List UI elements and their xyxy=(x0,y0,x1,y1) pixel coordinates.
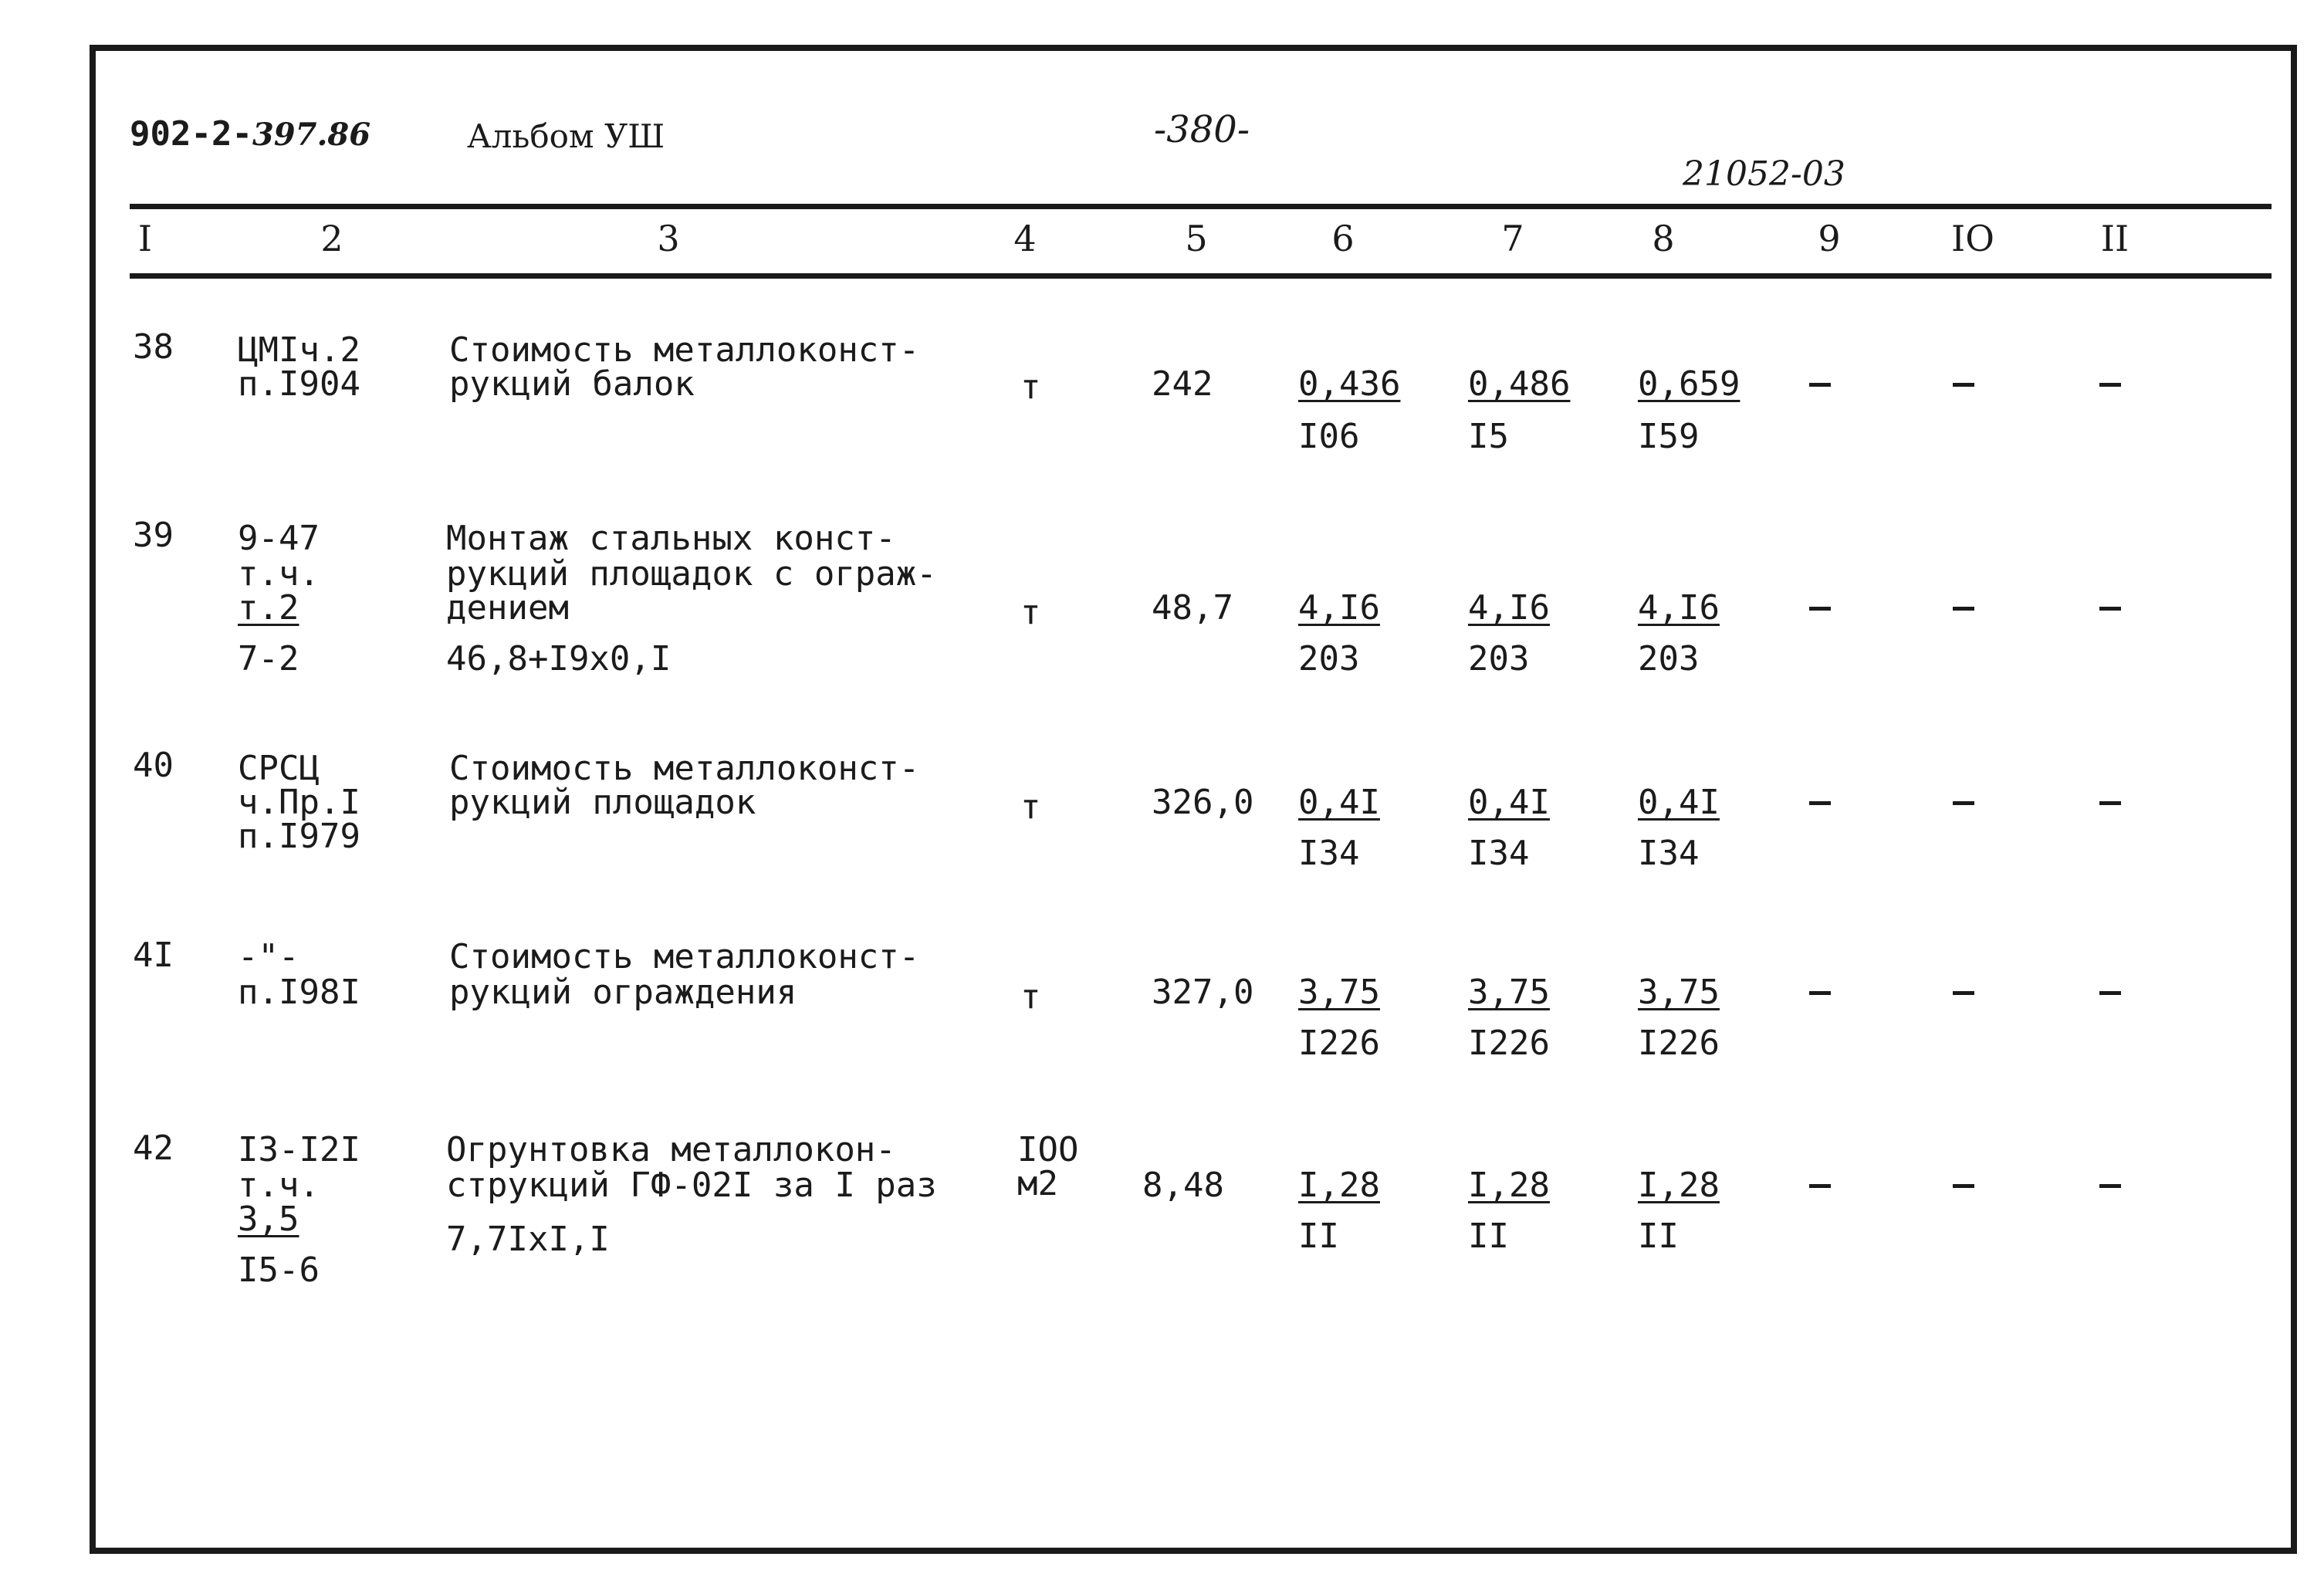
value-col6: I,28 xyxy=(1298,1166,1380,1205)
dash-col11 xyxy=(2099,801,2121,805)
unit: т xyxy=(1020,787,1041,827)
ref-line: т.ч. xyxy=(238,554,320,594)
row-number: 42 xyxy=(133,1129,174,1168)
calculation: 46,8+I9x0,I xyxy=(446,639,671,679)
value-col7: 3,75 xyxy=(1468,973,1550,1012)
ref-line: СРСЦ xyxy=(238,749,320,788)
cost-col8: II xyxy=(1638,1217,1679,1256)
value-col8: 4,I6 xyxy=(1638,588,1720,628)
description-line: рукций ограждения xyxy=(449,973,797,1012)
ref-line: I5-6 xyxy=(238,1250,320,1290)
ref-line: т.2 xyxy=(238,588,299,628)
album-label: Альбом УШ xyxy=(467,117,665,155)
code-prefix: 902-2- xyxy=(130,114,252,154)
page-number: -380- xyxy=(1154,108,1250,151)
cost-col7: I34 xyxy=(1468,834,1530,873)
col-number: 4 xyxy=(1013,218,1037,259)
dash-col10 xyxy=(1953,607,1974,611)
description-line: рукций балок xyxy=(449,364,695,404)
header-rule-bottom xyxy=(130,273,2272,279)
ref-line: т.ч. xyxy=(238,1166,320,1205)
value-col8: I,28 xyxy=(1638,1166,1720,1205)
col-number: 5 xyxy=(1185,218,1208,259)
value-col6: 4,I6 xyxy=(1298,588,1380,628)
dash-col9 xyxy=(1809,801,1831,805)
doc-number: 21052-03 xyxy=(1683,154,1845,194)
cost-col7: II xyxy=(1468,1217,1509,1256)
ref-line: п.I904 xyxy=(238,364,360,404)
description-line: Стоимость металлоконст- xyxy=(449,749,920,788)
header-rule-top xyxy=(130,204,2272,209)
value-col8: 3,75 xyxy=(1638,973,1720,1012)
cost-col6: I06 xyxy=(1298,417,1360,456)
dash-col10 xyxy=(1953,991,1974,995)
ref-line: -"- xyxy=(238,937,299,976)
ref-line: 9-47 xyxy=(238,519,320,558)
dash-col9 xyxy=(1809,991,1831,995)
ref-line: ЦМIч.2 xyxy=(238,330,360,370)
ref-line: I3-I2I xyxy=(238,1130,360,1169)
dash-col9 xyxy=(1809,1184,1831,1188)
code-handwritten: 397.86 xyxy=(252,117,371,153)
value-col7: 0,486 xyxy=(1468,364,1571,404)
value-col8: 0,659 xyxy=(1638,364,1740,404)
ref-line: 7-2 xyxy=(238,639,299,679)
value-col7: I,28 xyxy=(1468,1166,1550,1205)
dash-col11 xyxy=(2099,383,2121,387)
cost-col8: I34 xyxy=(1638,834,1700,873)
col-number: 9 xyxy=(1818,218,1841,259)
ref-line: п.I979 xyxy=(238,817,360,856)
dash-col11 xyxy=(2099,607,2121,611)
col-number: I xyxy=(137,218,153,259)
ref-line: п.I98I xyxy=(238,973,360,1012)
cost-col6: II xyxy=(1298,1217,1339,1256)
description-line: дением xyxy=(446,588,569,628)
unit: т xyxy=(1020,593,1041,632)
description-line: Монтаж стальных конст- xyxy=(446,519,896,558)
description-line: рукций площадок xyxy=(449,783,756,822)
unit: т xyxy=(1020,367,1041,407)
cost-col6: 203 xyxy=(1298,639,1360,679)
cost-col6: I226 xyxy=(1298,1024,1380,1063)
description-line: Огрунтовка металлокон- xyxy=(446,1130,896,1169)
dash-col9 xyxy=(1809,607,1831,611)
dash-col10 xyxy=(1953,383,1974,387)
quantity: 327,0 xyxy=(1152,973,1254,1012)
row-number: 38 xyxy=(133,327,174,367)
dash-col10 xyxy=(1953,801,1974,805)
quantity: 8,48 xyxy=(1142,1166,1224,1205)
col-number: II xyxy=(2100,218,2129,259)
cost-col7: I5 xyxy=(1468,417,1509,456)
col-number: 3 xyxy=(657,218,680,259)
description-line: Стоимость металлоконст- xyxy=(449,330,920,370)
cost-col8: I59 xyxy=(1638,417,1700,456)
value-col6: 0,436 xyxy=(1298,364,1401,404)
col-number: 7 xyxy=(1501,218,1524,259)
row-number: 40 xyxy=(133,746,174,785)
document-code xyxy=(130,114,370,154)
dash-col11 xyxy=(2099,1184,2121,1188)
description-line: струкций ГФ-02I за I раз xyxy=(446,1166,937,1205)
unit: IOO м2 xyxy=(1017,1130,1079,1203)
col-number: IO xyxy=(1951,218,1994,259)
unit: т xyxy=(1020,977,1041,1017)
value-col7: 4,I6 xyxy=(1468,588,1550,628)
calculation: 7,7IxI,I xyxy=(446,1220,610,1259)
cost-col8: I226 xyxy=(1638,1024,1720,1063)
col-number: 6 xyxy=(1331,218,1355,259)
col-number: 8 xyxy=(1652,218,1675,259)
value-col6: 0,4I xyxy=(1298,783,1380,822)
dash-col11 xyxy=(2099,991,2121,995)
dash-col10 xyxy=(1953,1184,1974,1188)
cost-col7: I226 xyxy=(1468,1024,1550,1063)
value-col6: 3,75 xyxy=(1298,973,1380,1012)
value-col8: 0,4I xyxy=(1638,783,1720,822)
ref-line: 3,5 xyxy=(238,1200,299,1239)
quantity: 242 xyxy=(1152,364,1213,404)
dash-col9 xyxy=(1809,383,1831,387)
quantity: 48,7 xyxy=(1152,588,1233,628)
cost-col6: I34 xyxy=(1298,834,1360,873)
value-col7: 0,4I xyxy=(1468,783,1550,822)
ref-line: ч.Пр.I xyxy=(238,783,360,822)
row-number: 4I xyxy=(133,936,174,975)
cost-col7: 203 xyxy=(1468,639,1530,679)
description-line: Стоимость металлоконст- xyxy=(449,937,920,976)
description-line: рукций площадок с ограж- xyxy=(446,554,937,594)
col-number: 2 xyxy=(320,218,343,259)
quantity: 326,0 xyxy=(1152,783,1254,822)
cost-col8: 203 xyxy=(1638,639,1700,679)
row-number: 39 xyxy=(133,516,174,555)
